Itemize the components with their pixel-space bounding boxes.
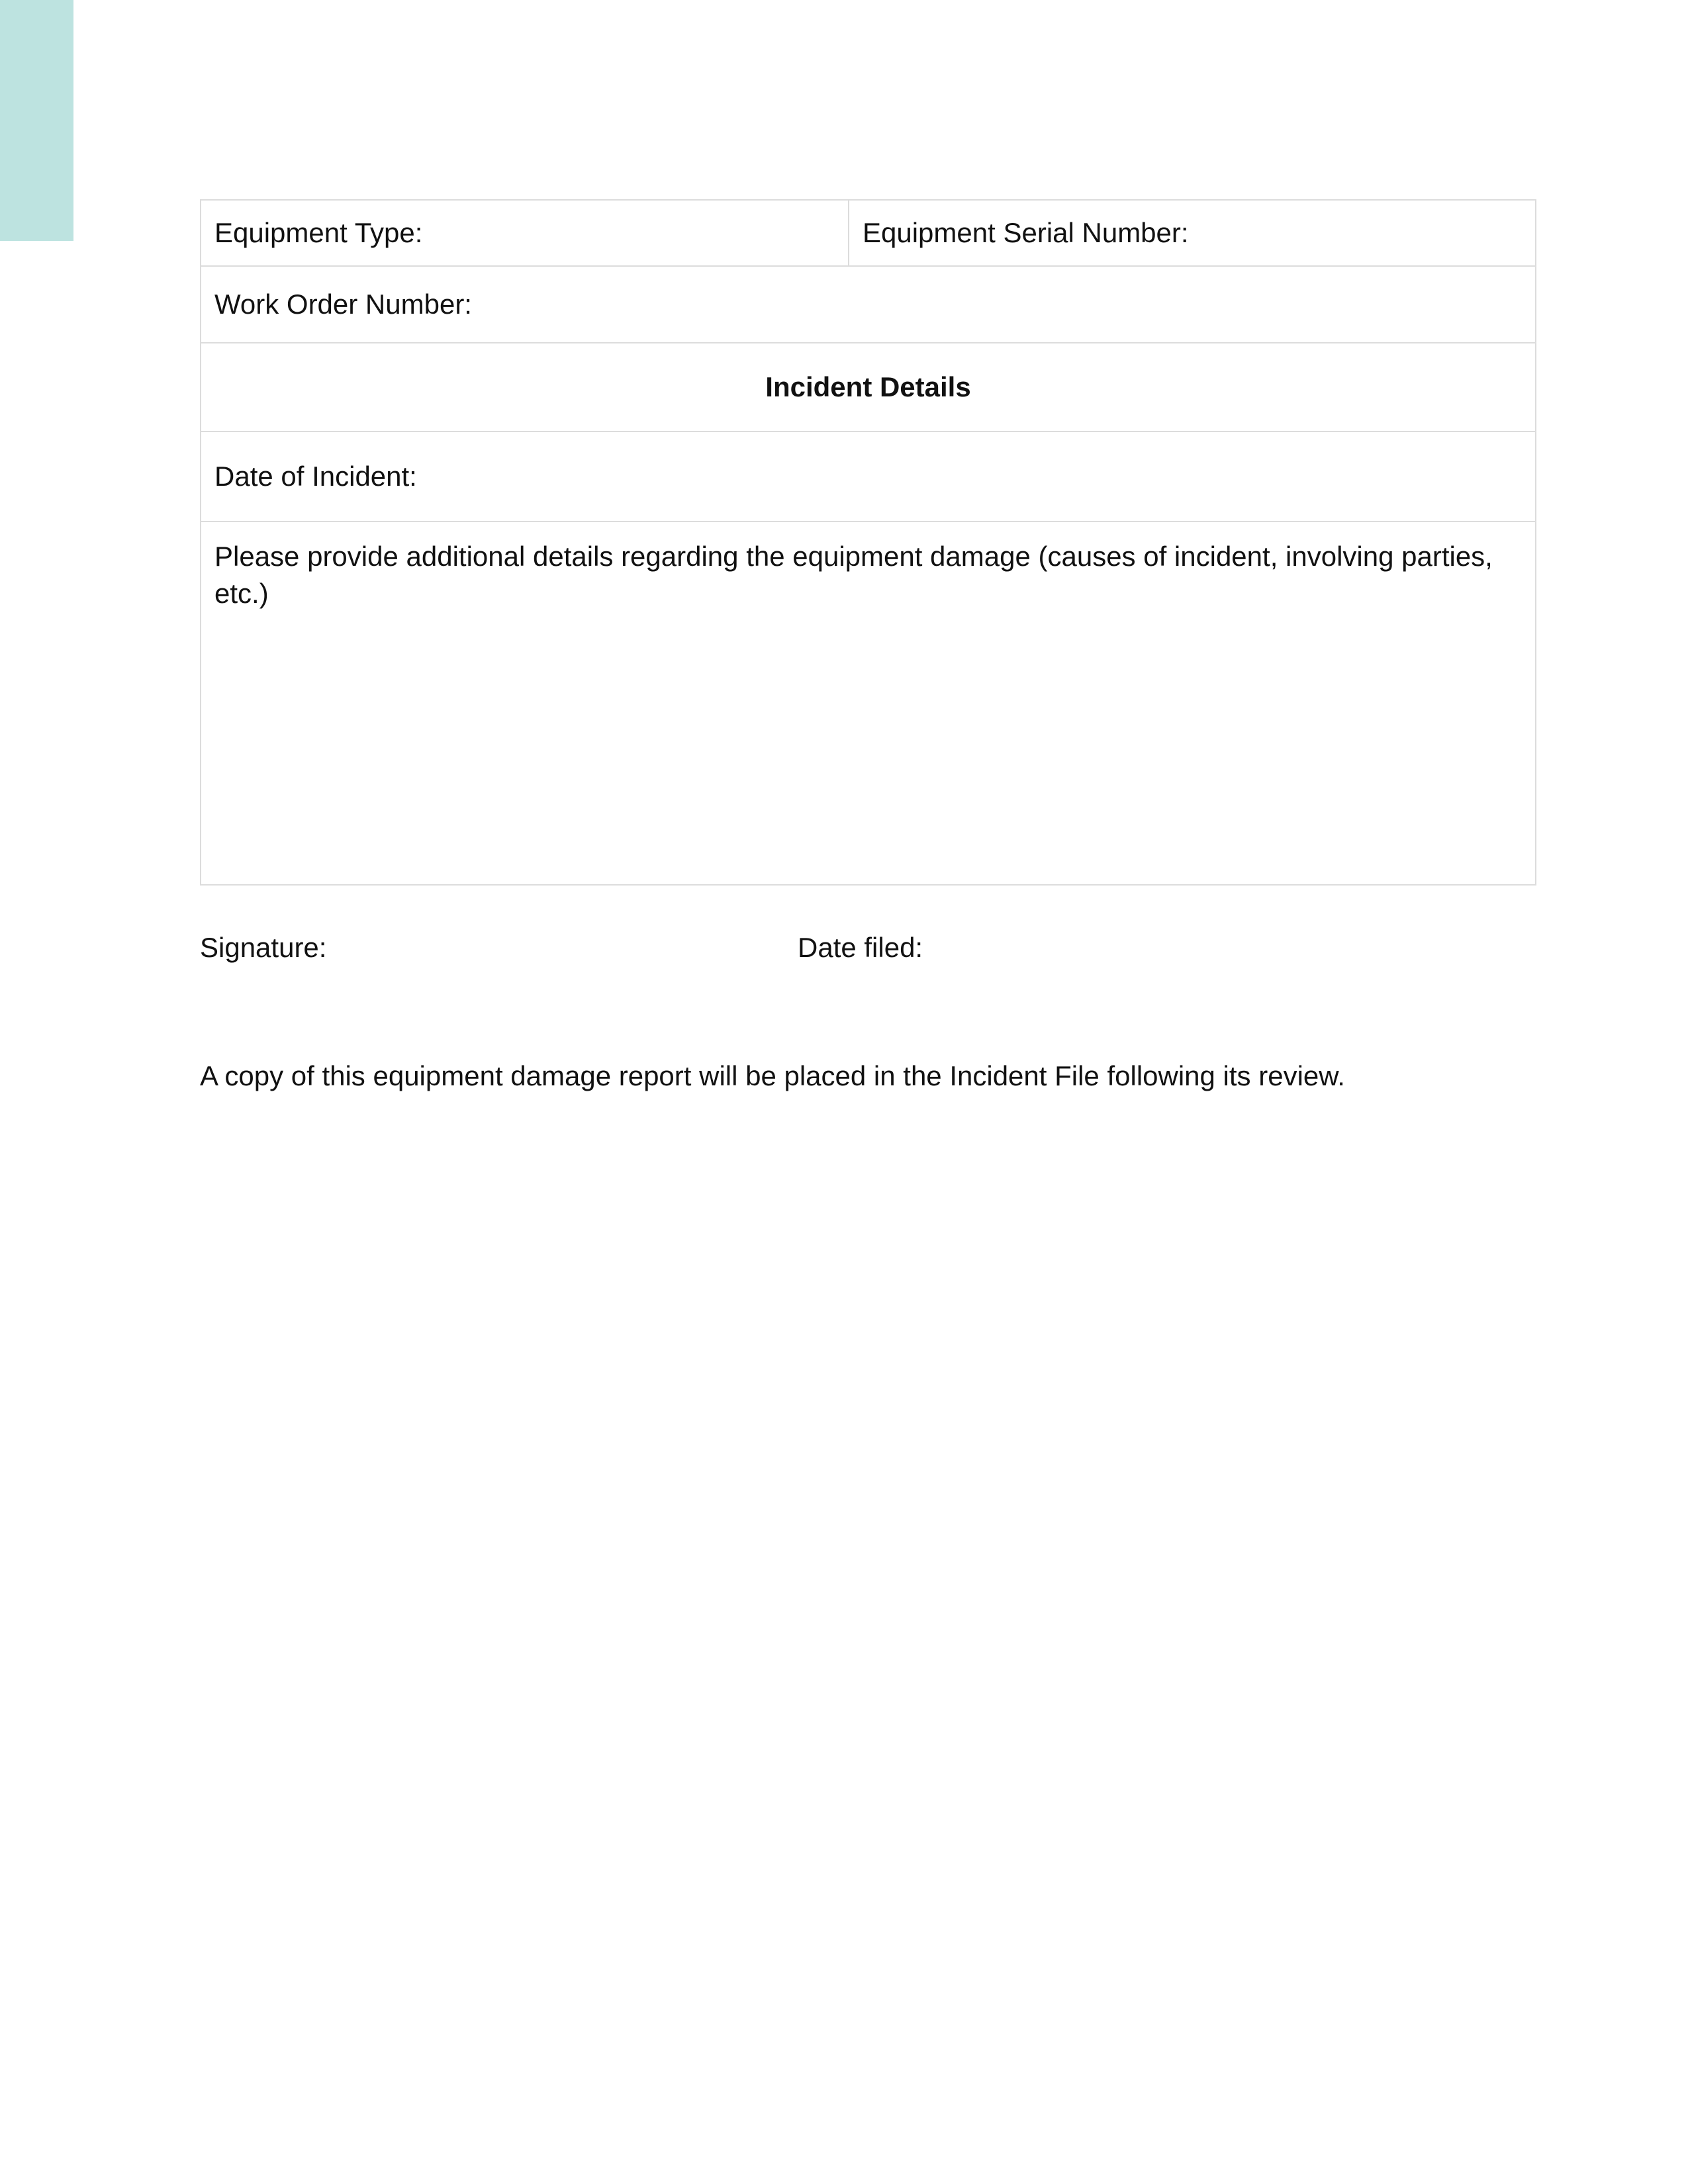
footer-note: A copy of this equipment damage report will be placed in the Incident File following its review. [200,1060,1345,1091]
details-row [201,522,1536,885]
incident-details-heading: Incident Details [201,343,1536,432]
equipment-damage-form-table [200,199,1536,886]
date-of-incident-label: Date of Incident: [214,461,417,492]
details-field[interactable] [201,522,1536,885]
signature-label: Signature: [200,932,327,963]
equipment-row [201,200,1536,266]
work-order-row [201,266,1536,343]
date-of-incident-field[interactable] [201,432,1536,522]
equipment-type-field[interactable] [201,200,849,266]
equipment-serial-label: Equipment Serial Number: [863,217,1189,248]
details-prompt: Please provide additional details regarding the equipment damage (causes of incident, involving parties, etc.) [214,541,1493,609]
equipment-serial-field[interactable] [849,200,1536,266]
date-filed-label: Date filed: [798,932,923,963]
equipment-type-label: Equipment Type: [214,217,423,248]
date-of-incident-row [201,432,1536,522]
accent-bar [0,0,73,241]
work-order-label: Work Order Number: [214,289,472,320]
work-order-field[interactable] [201,266,1536,343]
incident-details-header-row [201,343,1536,432]
